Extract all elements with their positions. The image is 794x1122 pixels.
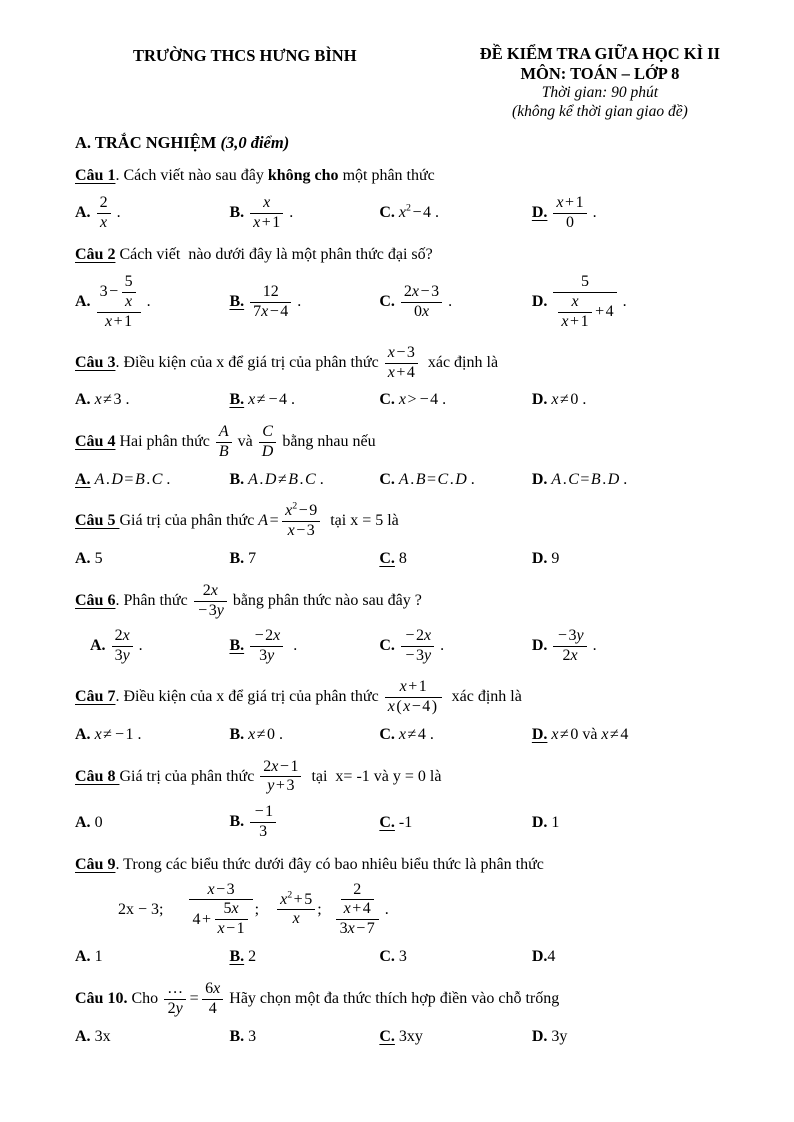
option-a: A. $\frac{2}{x}$ . — [75, 193, 121, 231]
exam-duration: Thời gian: 90 phút — [541, 84, 659, 102]
option-label: D. — [531, 470, 548, 488]
option-label: D. — [531, 813, 548, 831]
question-stem: Câu 3. Điều kiện của x để giá trị của phân thức $\frac{x-3}{x+4}$ xác định là — [75, 343, 499, 381]
option-a: A. 1 — [75, 948, 103, 966]
expressions-row: 2x − 3; x−3 4+ $\frac{5x}{x-1}$ ; $\frac{x^2+5}{x}$ ; $\frac{\frac{2}{x+4}}{3x-7}$ . — [118, 880, 389, 938]
question-stem: Câu 5 Giá trị của phân thức A= $\frac{x^2-9}{x-3}$ tại x = 5 là — [75, 500, 399, 540]
option-label: A. — [75, 470, 91, 488]
question-cau-6 — [75, 582, 724, 667]
fraction: 5 $\frac{x}{x+1}$ +4 — [551, 273, 618, 332]
option-label: A. — [90, 637, 106, 655]
option-d: D. 3y — [531, 1027, 568, 1045]
question-stem: Câu 7. Điều kiện của x để giá trị của phân thức $\frac{x+1}{x(x-4)}$ xác định là — [75, 678, 522, 716]
fraction: $\frac{-1}{3}$ — [248, 803, 278, 842]
option-a: A. 3− $\frac{5}{x}$ x+1 . — [75, 273, 151, 330]
option-b: B. x≠ −4 . — [229, 391, 296, 409]
option-a: A. x≠ −1 . — [75, 725, 142, 743]
option-b: B. 7 — [229, 550, 257, 568]
option-label: D. — [531, 391, 548, 409]
options-row — [75, 548, 724, 570]
options-row — [75, 724, 724, 746]
exam-header — [75, 44, 724, 122]
fraction: $\frac{x}{x+1}$ — [556, 293, 593, 332]
exam-subject: MÔN: TOÁN – LỚP 8 — [520, 64, 680, 84]
fraction: $\frac{\frac{2}{x+4}}{3x-7}$ — [334, 881, 381, 940]
option-d: D. x≠0 và x≠4 — [531, 725, 629, 743]
option-label: D. — [531, 948, 548, 966]
option-c: C. -1 — [379, 813, 413, 831]
option-c: C. $x^2-4$ . — [379, 202, 440, 222]
option-label: B. — [229, 637, 245, 655]
option-label: B. — [229, 550, 245, 568]
option-d: D. A.C=B.D . — [531, 470, 628, 488]
fraction: $\frac{2x-3}{0x}$ — [399, 283, 444, 322]
question-stem: Câu 6. Phân thức $\frac{2x}{-3y}$ bằng phân thức nào sau đây ? — [75, 581, 422, 619]
question-cau-8 — [75, 758, 724, 843]
option-b: B. 2 — [229, 948, 257, 966]
option-label: B. — [229, 470, 245, 488]
questions-container — [75, 165, 724, 1047]
question-cau-10 — [75, 980, 724, 1047]
fraction: x−3 4+ $\frac{5x}{x-1}$ — [187, 881, 254, 940]
option-label: A. — [75, 1027, 91, 1045]
fraction: $\frac{\dots}{2y}$ — [162, 980, 188, 1019]
question-cau-7 — [75, 678, 724, 745]
option-label: B. — [229, 813, 245, 831]
option-c: C. x≠4 . — [379, 725, 434, 743]
fraction: $\frac{x}{x+1}$ — [248, 194, 285, 233]
option-c: C. 8 — [379, 550, 407, 568]
options-row — [75, 627, 724, 666]
question-cau-4 — [75, 423, 724, 490]
options-row — [75, 194, 724, 233]
option-label: D. — [531, 637, 548, 655]
fraction: $\frac{2x}{-3y}$ — [192, 582, 229, 621]
option-b: B. $\frac{-2x}{3y}$ . — [229, 627, 298, 665]
fraction: $\frac{x+1}{x(x-4)}$ — [383, 678, 444, 717]
option-label: B. — [229, 948, 245, 966]
option-label: C. — [379, 391, 395, 409]
option-label: C. — [379, 948, 395, 966]
fraction: $\frac{x-3}{x+4}$ — [383, 344, 420, 383]
option-b: B. $\frac{x}{x+1}$ . — [229, 193, 294, 231]
option-label: A. — [75, 550, 91, 568]
question-cau-3 — [75, 344, 724, 411]
fraction: $\frac{5}{x}$ — [120, 273, 138, 312]
fraction: $\frac{2}{x+4}$ — [339, 881, 376, 920]
question-stem: Câu 9. Trong các biểu thức dưới đây có bao nhiêu biểu thức là phân thức — [75, 856, 544, 873]
option-label: A. — [75, 391, 91, 409]
exam-title: ĐỀ KIỂM TRA GIỮA HỌC KÌ II — [479, 44, 720, 63]
option-label: D. — [531, 203, 548, 221]
question-cau-1 — [75, 165, 724, 232]
question-cau-9 — [75, 854, 724, 968]
option-label: C. — [379, 725, 395, 743]
option-label: D. — [531, 550, 548, 568]
question-stem: Câu 10. Cho $\frac{\dots}{2y}$ = $\frac{6x}{4}$ Hãy chọn một đa thức thích hợp điền vào chỗ trống — [75, 979, 560, 1017]
option-label: C. — [379, 470, 395, 488]
option-c: C. 3xy — [379, 1027, 423, 1045]
option-label: C. — [379, 550, 395, 568]
option-b: B. $\frac{12}{7x-4}$ . — [229, 282, 302, 320]
fraction: $\frac{-2x}{3y}$ — [248, 627, 285, 666]
option-label: B. — [229, 725, 245, 743]
option-label: C. — [379, 813, 395, 831]
fraction: $\frac{-3y}{2x}$ — [551, 627, 588, 666]
exam-note: (không kể thời gian giao đề) — [512, 103, 688, 121]
fraction: $\frac{-2x}{-3y}$ — [399, 627, 436, 666]
fraction: $\frac{2x-1}{y+3}$ — [258, 758, 303, 797]
option-b: B. A.D≠B.C . — [229, 470, 324, 488]
option-b — [229, 803, 379, 842]
question-stem: Câu 2 Cách viết nào dưới đây là một phân thức đại số? — [75, 246, 433, 264]
option-label: B. — [229, 203, 245, 221]
fraction: $\frac{12}{7x-4}$ — [248, 283, 293, 322]
option-label: D. — [531, 725, 548, 743]
question-cau-5 — [75, 502, 724, 569]
options-row — [75, 1026, 724, 1048]
school-name: TRƯỜNG THCS HƯNG BÌNH — [133, 46, 357, 65]
option-label: A. — [75, 203, 91, 221]
option-a: A. 3x — [75, 1027, 111, 1045]
option-a: A. 0 — [75, 813, 103, 831]
option-c: C. A.B=C.D . — [379, 470, 475, 488]
option-b: B. x≠0 . — [229, 725, 284, 743]
option-d: D. x≠0 . — [531, 391, 587, 409]
option-c: C. x> −4 . — [379, 391, 447, 409]
fraction: $\frac{5x}{x-1}$ — [213, 900, 250, 939]
section-heading — [75, 133, 724, 153]
section-points: (3,0 điểm) — [220, 133, 290, 153]
fraction: $\frac{A}{B}$ — [214, 423, 234, 462]
option-d: D. 1 — [531, 813, 560, 831]
options-row — [75, 803, 724, 842]
option-a: A. $\frac{2x}{3y}$ . — [90, 627, 143, 665]
question-cau-2 — [75, 244, 724, 331]
options-row — [75, 946, 724, 968]
option-label: C. — [379, 204, 395, 222]
option-a: A. 5 — [75, 550, 103, 568]
option-d: D.4 — [531, 948, 556, 966]
fraction: $\frac{6x}{4}$ — [200, 980, 225, 1019]
option-label: D. — [531, 1027, 548, 1045]
option-label: B. — [229, 1027, 245, 1045]
option-c: C. $\frac{2x-3}{0x}$ . — [379, 282, 453, 320]
question-stem: Câu 4 Hai phân thức $\frac{A}{B}$ và $\frac{C}{D}$ bằng nhau nếu — [75, 422, 376, 460]
option-label: C. — [379, 637, 395, 655]
option-d: D. 5 $\frac{x}{x+1}$ +4 . — [531, 273, 627, 330]
option-label: C. — [379, 1027, 395, 1045]
option-label: A. — [75, 725, 91, 743]
options-row — [75, 389, 724, 411]
option-d: D. $\frac{x+1}{0}$ . — [531, 193, 597, 231]
fraction: $\frac{C}{D}$ — [257, 423, 279, 462]
option-label: A. — [75, 292, 91, 310]
option-a: A. x≠3 . — [75, 391, 130, 409]
section-label: A. TRẮC NGHIỆM — [75, 133, 221, 153]
option-a: A. A.D=B.C . — [75, 470, 171, 488]
option-label: D. — [531, 292, 548, 310]
fraction: $\frac{2x}{3y}$ — [110, 627, 135, 666]
option-label: A. — [75, 948, 91, 966]
fraction: $\frac{x^2+5}{x}$ — [275, 891, 317, 930]
option-c: C. 3 — [379, 948, 407, 966]
option-d: D. $\frac{-3y}{2x}$ . — [531, 627, 597, 665]
question-stem: Câu 1. Cách viết nào sau đây không cho một phân thức — [75, 167, 435, 185]
option-d: D. 9 — [531, 550, 560, 568]
option-label: B. — [229, 292, 245, 310]
fraction: $\frac{2}{x}$ — [95, 194, 113, 233]
option-b: B. 3 — [229, 1027, 257, 1045]
option-label: A. — [75, 813, 91, 831]
option-label: B. — [229, 391, 245, 409]
options-row — [75, 469, 724, 491]
option-label: C. — [379, 292, 395, 310]
question-stem: Câu 8 Giá trị của phân thức $\frac{2x-1}{y+3}$ tại x= -1 và y = 0 là — [75, 757, 442, 795]
options-row — [75, 273, 724, 332]
exam-title-block — [480, 44, 720, 122]
fraction: 3− $\frac{5}{x}$ x+1 — [95, 273, 143, 332]
fraction: $\frac{x+1}{0}$ — [551, 194, 588, 233]
fraction: $\frac{x^2-9}{x-3}$ — [280, 502, 322, 541]
option-c: C. $\frac{-2x}{-3y}$ . — [379, 627, 445, 665]
